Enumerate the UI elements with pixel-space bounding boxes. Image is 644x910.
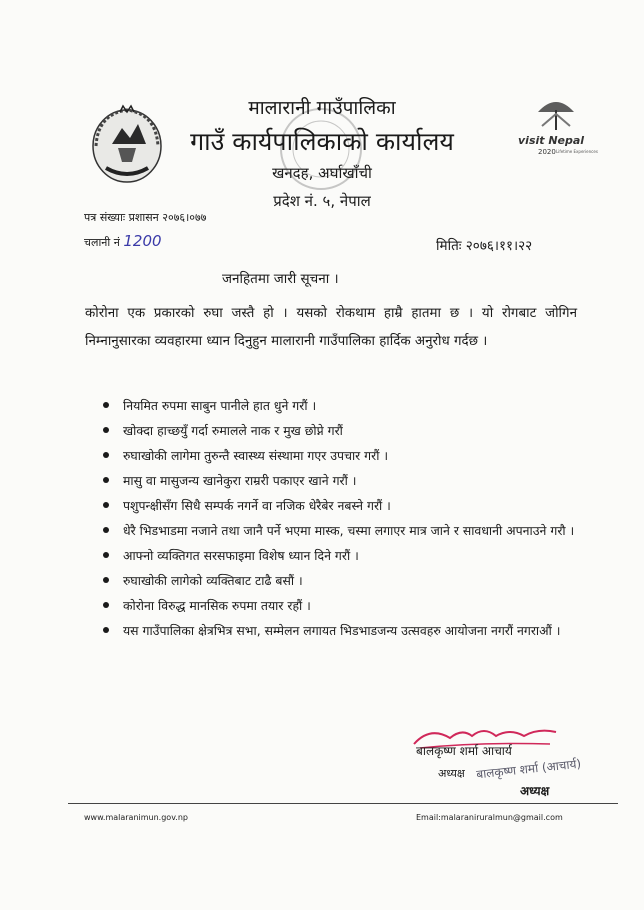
visit-nepal-tagline: Lifetime Experiences bbox=[556, 149, 598, 154]
visit-nepal-text: visit Nepal bbox=[518, 134, 585, 147]
list-item: कोरोना विरुद्ध मानसिक रुपमा तयार रहौं । bbox=[98, 595, 588, 616]
bullet-dot-icon bbox=[103, 502, 109, 508]
bullet-dot-icon bbox=[103, 602, 109, 608]
list-item: पशुपन्क्षीसँग सिधै सम्पर्क नगर्ने वा नजिक धेरैबेर नबस्ने गरौं । bbox=[98, 495, 588, 516]
list-item: धेरै भिडभाडमा नजाने तथा जानै पर्ने भएमा मास्क, चस्मा लगाएर मात्र जाने र सावधानी अपनाउने गरौ । bbox=[98, 520, 588, 541]
signature-stamp-name: बालकृष्ण शर्मा (आचार्य) bbox=[475, 756, 582, 782]
visit-nepal-year: 2020 bbox=[538, 148, 556, 156]
bullet-dot-icon bbox=[103, 627, 109, 633]
letter-date: मितिः २०७६।११।२२ bbox=[436, 238, 533, 254]
list-item: नियमित रुपमा साबुन पानीले हात धुने गरौं । bbox=[98, 395, 588, 416]
list-item: रुघाखोकी लागेमा तुरुन्तै स्वास्थ्य संस्थामा गएर उपचार गरौं । bbox=[98, 445, 588, 466]
dispatch-value: 1200 bbox=[123, 232, 162, 250]
bullet-dot-icon bbox=[103, 402, 109, 408]
notice-intro-paragraph: कोरोना एक प्रकारको रुघा जस्तै हो । यसको रोकथाम हाम्रै हातमा छ । यो रोगबाट जोगिन निम्नानुसारका व्यवहारमा ध्यान दिनुहुन मालारानी गाउँपालिका हार्दिक अनुरोध गर्दछ । bbox=[85, 306, 577, 349]
office-address: खनदह, अर्घाखाँची bbox=[272, 164, 372, 182]
precaution-list bbox=[98, 395, 588, 645]
bullet-dot-icon bbox=[103, 452, 109, 458]
footer-email: Email:malaraniruralmun@gmail.com bbox=[416, 813, 563, 822]
notice-subject: जनहितमा जारी सूचना । bbox=[222, 271, 339, 287]
list-item: यस गाउँपालिका क्षेत्रभित्र सभा, सम्मेलन लगायत भिडभाडजन्य उत्सवहरु आयोजना नगरौं नगराऔं । bbox=[98, 620, 588, 641]
footer-website: www.malaranimun.gov.np bbox=[84, 813, 188, 822]
municipality-name: मालारानी गाउँपालिका bbox=[248, 97, 396, 119]
dispatch-number bbox=[84, 232, 162, 250]
office-province: प्रदेश नं. ५, नेपाल bbox=[273, 192, 371, 210]
signatory-title: अध्यक्ष bbox=[438, 767, 465, 780]
list-item: आफ्नो व्यक्तिगत सरसफाइमा विशेष ध्यान दिने गरौं । bbox=[98, 545, 588, 566]
signatory-name: बालकृष्ण शर्मा आचार्य bbox=[416, 744, 512, 758]
list-item: रुघाखोकी लागेको व्यक्तिबाट टाढै बसौं । bbox=[98, 570, 588, 591]
bullet-dot-icon bbox=[103, 527, 109, 533]
list-item: मासु वा मासुजन्य खानेकुरा राम्ररी पकाएर खाने गरौं । bbox=[98, 470, 588, 491]
office-title: गाउँ कार्यपालिकाको कार्यालय bbox=[190, 127, 454, 156]
bullet-dot-icon bbox=[103, 552, 109, 558]
bullet-dot-icon bbox=[103, 427, 109, 433]
bullet-dot-icon bbox=[103, 477, 109, 483]
dispatch-label: चलानी नं bbox=[84, 236, 120, 249]
letter-reference-number: पत्र संख्याः प्रशासन २०७६।०७७ bbox=[84, 211, 207, 224]
footer-divider bbox=[68, 803, 618, 804]
bullet-dot-icon bbox=[103, 577, 109, 583]
list-item: खोक्दा हाच्छयुँ गर्दा रुमालले नाक र मुख छोप्ने गरौं bbox=[98, 420, 588, 441]
signature-stamp-title: अध्यक्ष bbox=[520, 784, 550, 798]
